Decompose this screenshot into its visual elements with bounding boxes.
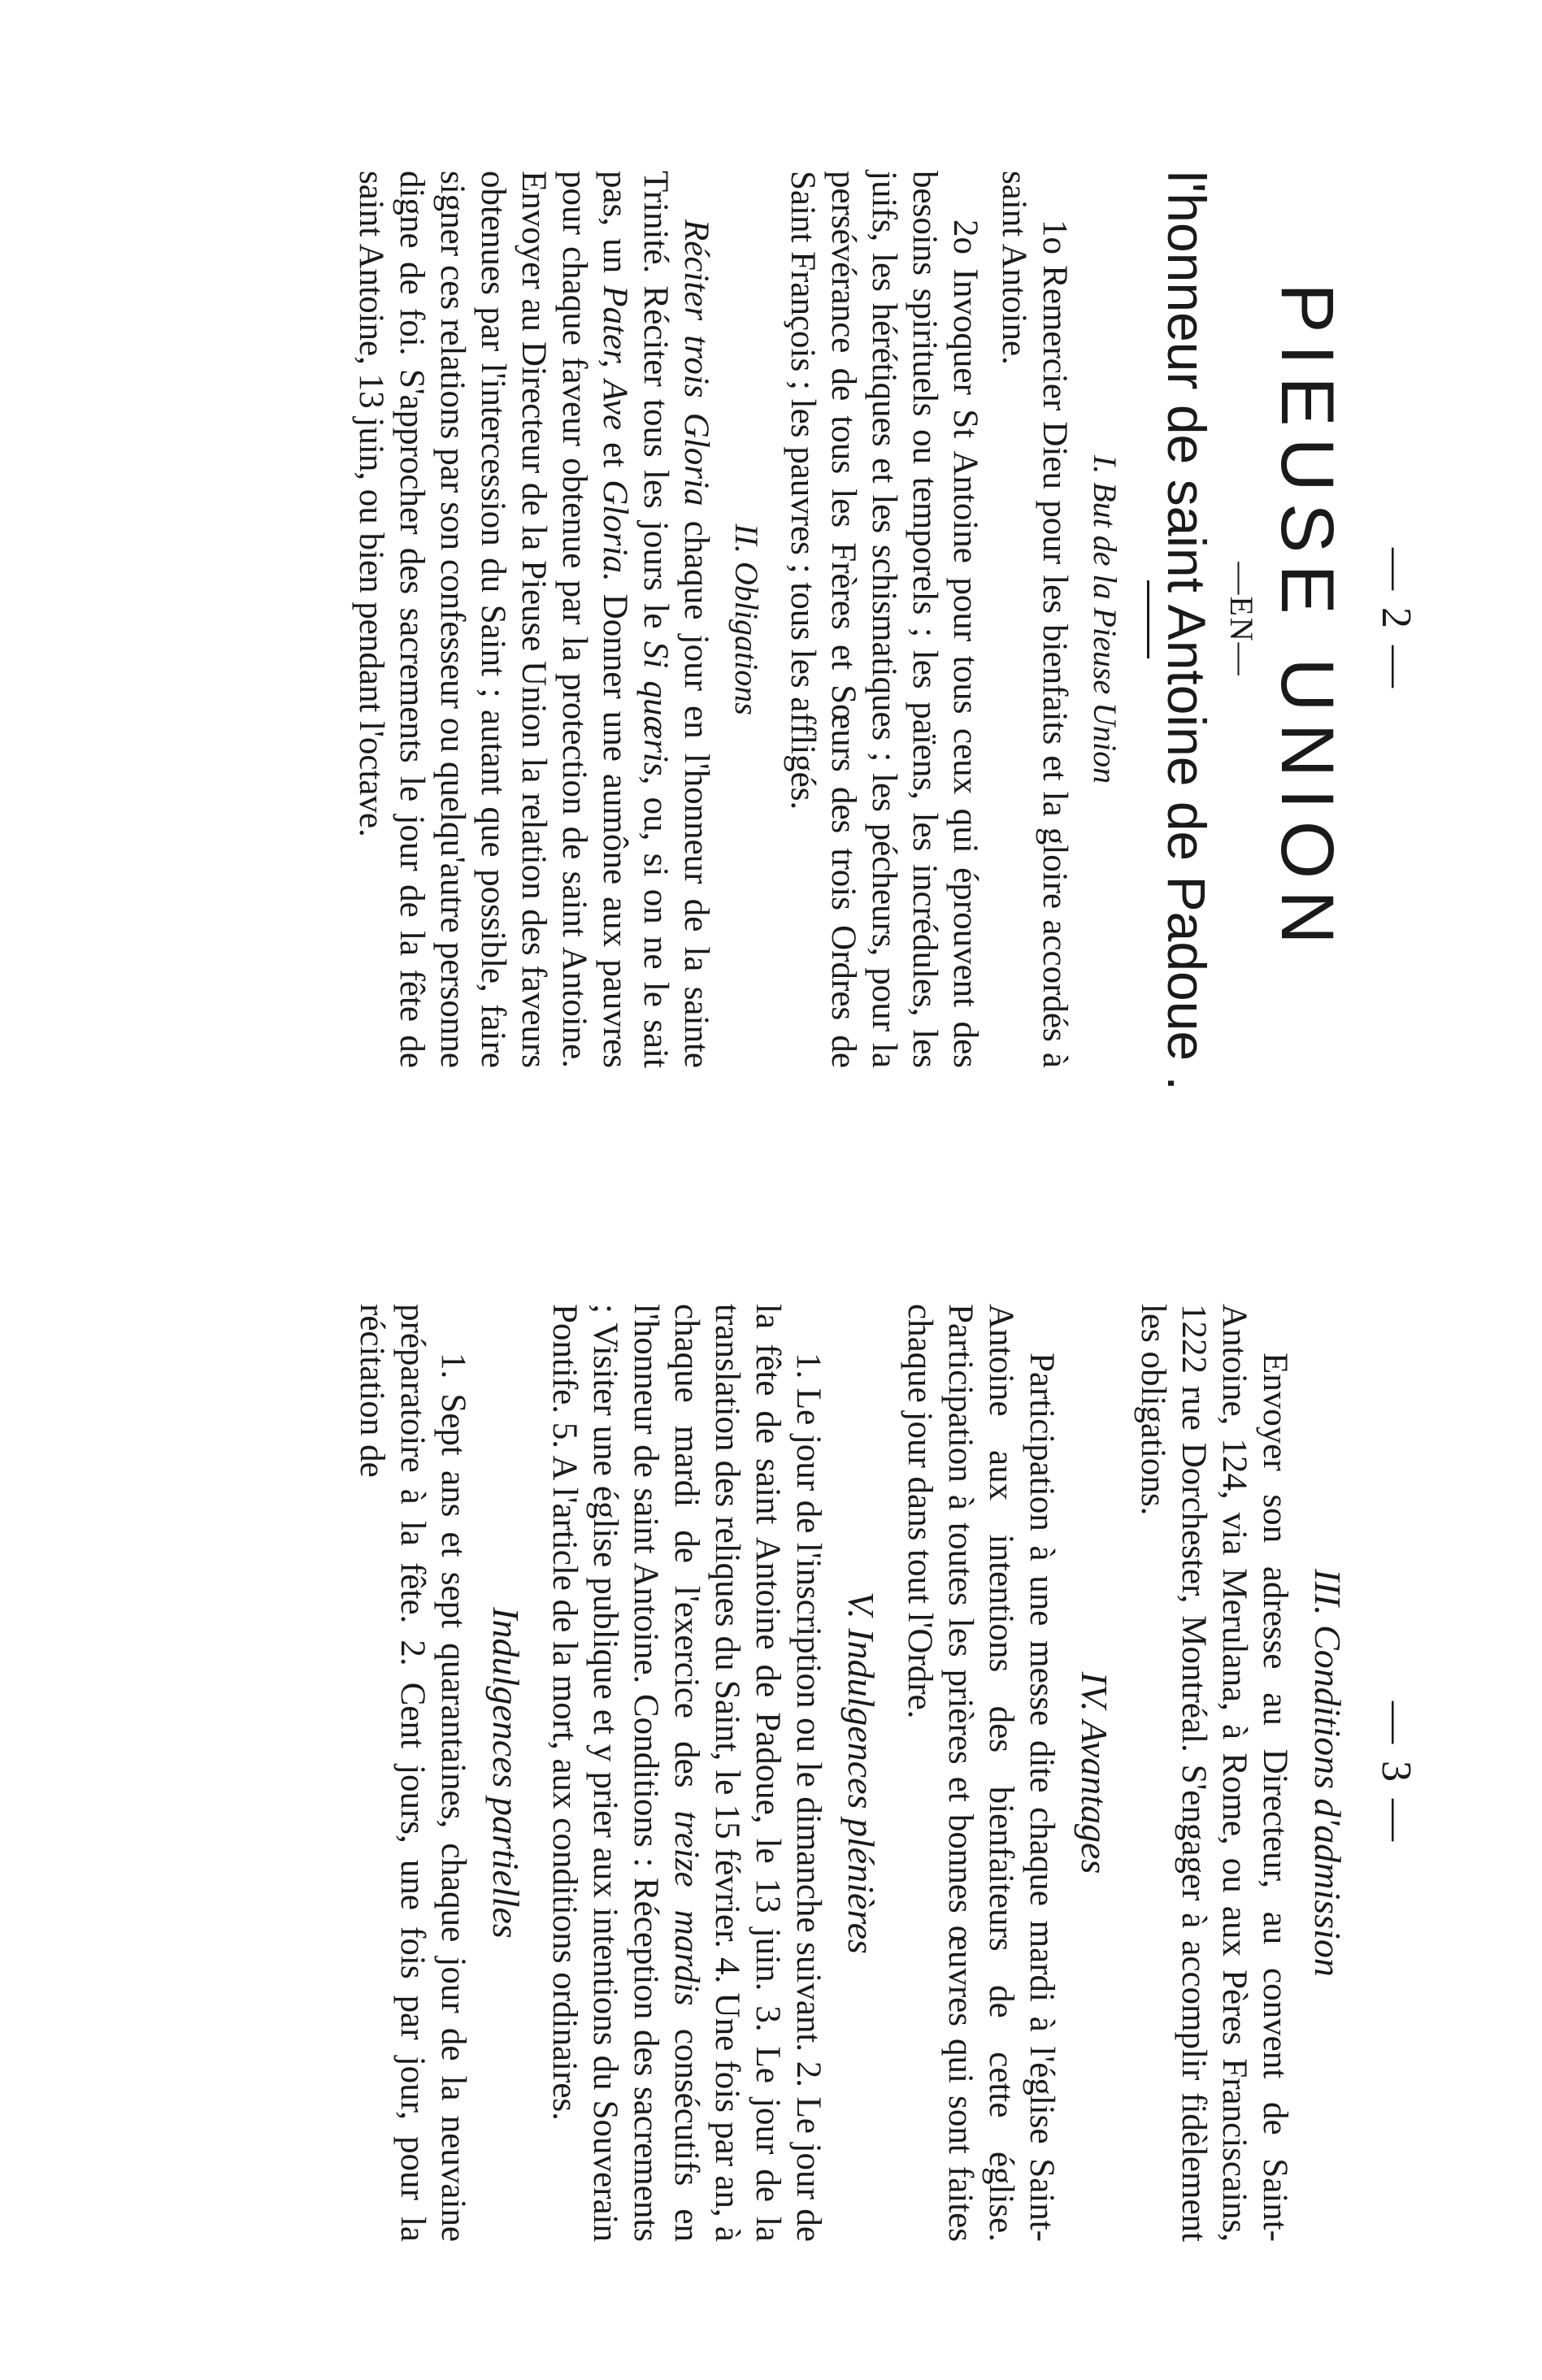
page-right	[0, 1190, 1542, 2380]
text-italic-treize-mardis: treize mardis	[667, 1810, 706, 2006]
text-italic-si-quaeris: Si quæris,	[636, 641, 675, 785]
section-heading-avantages: IV. Avantages	[1074, 1671, 1115, 1874]
en-line: —EN—	[1223, 562, 1260, 677]
subtitle: l'honneur de saint Antoine de Padoue .	[1157, 171, 1217, 1091]
section-heading-admission: III. Conditions d'admission	[1307, 1569, 1349, 1977]
paragraph-avantages: Participation à une messe dite chaque mardi à l'église Saint-Antoine aux intentions des bienfaiteurs de cette église. Participation à toutes les prières et bonnes œuvres qui sont faites chaque jour dans tout l'Ordre.	[901, 1304, 1061, 2242]
title-rule	[1147, 580, 1149, 658]
section-heading-but: I. But de la Pieuse Union	[1087, 454, 1123, 784]
paragraph-indulgences-plenieres	[544, 1304, 828, 2242]
paragraph-remercier: 1o Remercier Dieu pour les bienfaits et la gloire accordés à saint Antoine.	[995, 171, 1074, 1068]
text-run: 1. Le jour de l'inscription ou le dimanche suivant. 2. Le jour de la fête de saint Antoine de Padoue, le 13 juin. 3. Le jour de la translation des reliques du Saint, le 15 février. 4. Une fois par an, à chaque mardi de l'exercice des	[667, 1304, 827, 2242]
text-italic-pater-ave: Pater, Ave	[596, 285, 634, 431]
text-run: Donner une aumône aux pauvres pour chaque faveur obtenue par la protection de saint Antoine. Envoyer au Directeur de la Pieuse Union la relation des faveurs obtenues par l'intercession du Saint ; autant que possible, faire signer ces relations par son confesseur ou quelqu'autre personne digne de foi. S'approcher des sacrements le jour de la fête de saint Antoine, 13 juin, ou bien pendant l'octave.	[352, 171, 634, 1068]
page-number-2: — 2 —	[1373, 548, 1419, 691]
text-run: et	[596, 430, 634, 480]
text-italic-gloria: Réciter trois Gloria	[677, 219, 715, 506]
section-heading-indulgences-partielles: Indulgences partielles	[485, 1607, 527, 1939]
text-run: ou, si on ne le sait pas, un	[596, 171, 675, 1068]
text-italic-gloria-2: Gloria.	[596, 480, 634, 582]
section-heading-obligations: II. Obligations	[728, 523, 765, 715]
text-run: consécutifs en l'honneur de saint Antoine. Conditions : Réception des sacrements ; Visiter une église publique et y prier aux intentions du Souverain Pontife. 5. A l'article de la mort, aux conditions ordinaires.	[545, 1304, 706, 2243]
page-number-3: — 3 —	[1373, 1701, 1419, 1844]
paragraph-invoquer: 2o Invoquer St Antoine pour tous ceux qui éprouvent des besoins spirituels ou temporels ; les païens, les incrédules, les juifs, les hérétiques et les schismatiques ; les pécheurs, pour la persévérance de tous les Frères et Sœurs des trois Ordres de Saint François ; les pauvres ; tous les affligés.	[784, 171, 984, 1068]
paragraph-admission: Envoyer son adresse au Directeur, au convent de Saint-Antoine, 124, via Merulana, à Rome, ou aux Pères Franciscains, 1222 rue Dorchester, Montréal. S'engager à accomplir fidèlement les obligations.	[1134, 1304, 1294, 2242]
paragraph-indulgences-partielles: 1. Sept ans et sept quarantaines, chaque jour de la neuvaine préparatoire à la fête. 2. Cent jours, une fois par jour, pour la récitation de	[353, 1304, 472, 2242]
paragraph-obligations	[350, 171, 716, 1068]
text-run: chaque jour en l'honneur de la sainte Trinité. Réciter tous les jours le	[636, 171, 715, 1068]
section-heading-indulgences-plenieres: V. Indulgences plénières	[840, 1592, 882, 1954]
main-title: PIEUSE UNION	[1266, 283, 1349, 956]
